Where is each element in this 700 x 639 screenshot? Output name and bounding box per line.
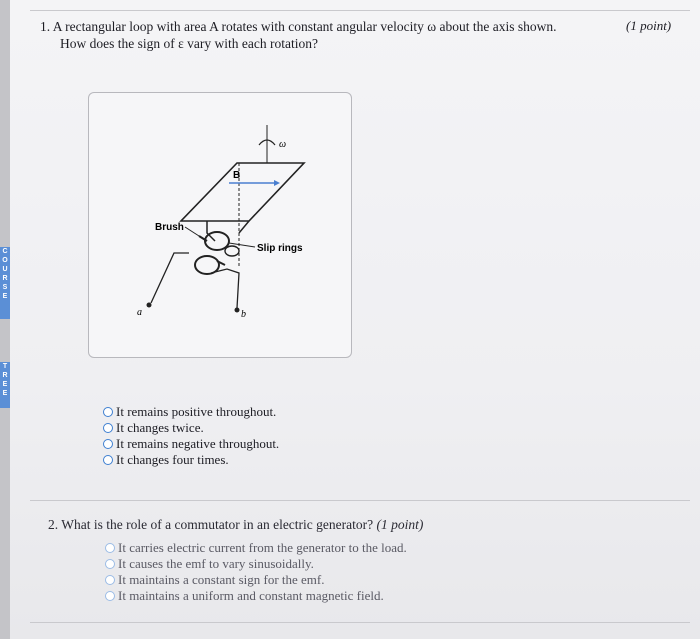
question-2-text: What is the role of a commutator in an electric generator? [61,517,374,532]
q1-option-2[interactable] [103,420,279,436]
option-label: It changes four times. [116,452,229,467]
q2-option-3[interactable] [105,572,407,588]
radio-button[interactable] [105,591,115,601]
option-label: It maintains a uniform and constant magnetic field. [118,588,384,603]
slip-ring-upper [205,232,229,250]
loop-lead-left [207,221,215,241]
terminal-a-label: a [137,307,142,318]
q2-option-1[interactable] [105,540,407,556]
tab-letter: C [2,248,8,255]
brush-label: Brush [155,222,184,233]
mid-divider [30,500,690,501]
terminal-b-label: b [241,309,246,320]
option-label: It maintains a constant sign for the emf. [118,572,325,587]
omega-label: ω [279,139,287,150]
loop-outline [181,163,304,221]
question-2-points: (1 point) [376,517,424,532]
option-label: It carries electric current from the generator to the load. [118,540,407,555]
left-strip [0,0,10,639]
option-label: It changes twice. [116,420,204,435]
tab-letter: E [2,293,8,300]
lead-a [151,253,189,303]
tree-side-tab[interactable] [0,362,10,408]
q1-option-3[interactable] [103,436,279,452]
top-divider [30,10,690,11]
b-field-label: B [233,170,241,181]
course-side-tab[interactable] [0,247,10,319]
radio-button[interactable] [103,423,113,433]
question-1-points: (1 point) [626,18,672,33]
option-label: It causes the emf to vary sinusoidally. [118,556,314,571]
q2-option-2[interactable] [105,556,407,572]
option-label: It remains positive throughout. [116,404,277,419]
tab-letter: S [2,284,8,291]
brush-pointer [185,227,199,236]
tab-letter: R [2,372,8,379]
q1-option-1[interactable] [103,404,279,420]
lead-b [211,269,239,308]
terminal-a [147,303,152,308]
question-1-line1: A rectangular loop with area A rotates with constant angular velocity ω about the axis shown. [52,19,557,34]
radio-button[interactable] [103,439,113,449]
generator-diagram [89,93,351,357]
radio-button[interactable] [105,543,115,553]
ring-contact [225,246,239,256]
radio-button[interactable] [103,407,113,417]
question-1-number: 1. [40,19,51,34]
option-label: It remains negative throughout. [116,436,280,451]
q2-option-4[interactable] [105,588,407,604]
tab-letter: E [2,381,8,388]
tab-letter: R [2,275,8,282]
tab-letter: U [2,266,8,273]
question-1-options [103,404,279,468]
loop-lead-right [239,221,249,233]
radio-button[interactable] [105,575,115,585]
slip-rings-label: Slip rings [257,243,303,254]
radio-button[interactable] [103,455,113,465]
question-2 [48,516,588,533]
question-2-number: 2. [48,517,59,532]
question-1 [40,18,620,52]
question-1-line2: How does the sign of ε vary with each rotation? [60,36,318,51]
terminal-b [235,308,240,313]
generator-figure [88,92,352,358]
tab-letter: O [2,257,8,264]
tab-letter: T [2,363,8,370]
q1-option-4[interactable] [103,452,279,468]
tab-letter: E [2,390,8,397]
bottom-divider [30,622,690,623]
b-field-arrowhead [274,180,280,186]
question-2-options [105,540,407,604]
radio-button[interactable] [105,559,115,569]
